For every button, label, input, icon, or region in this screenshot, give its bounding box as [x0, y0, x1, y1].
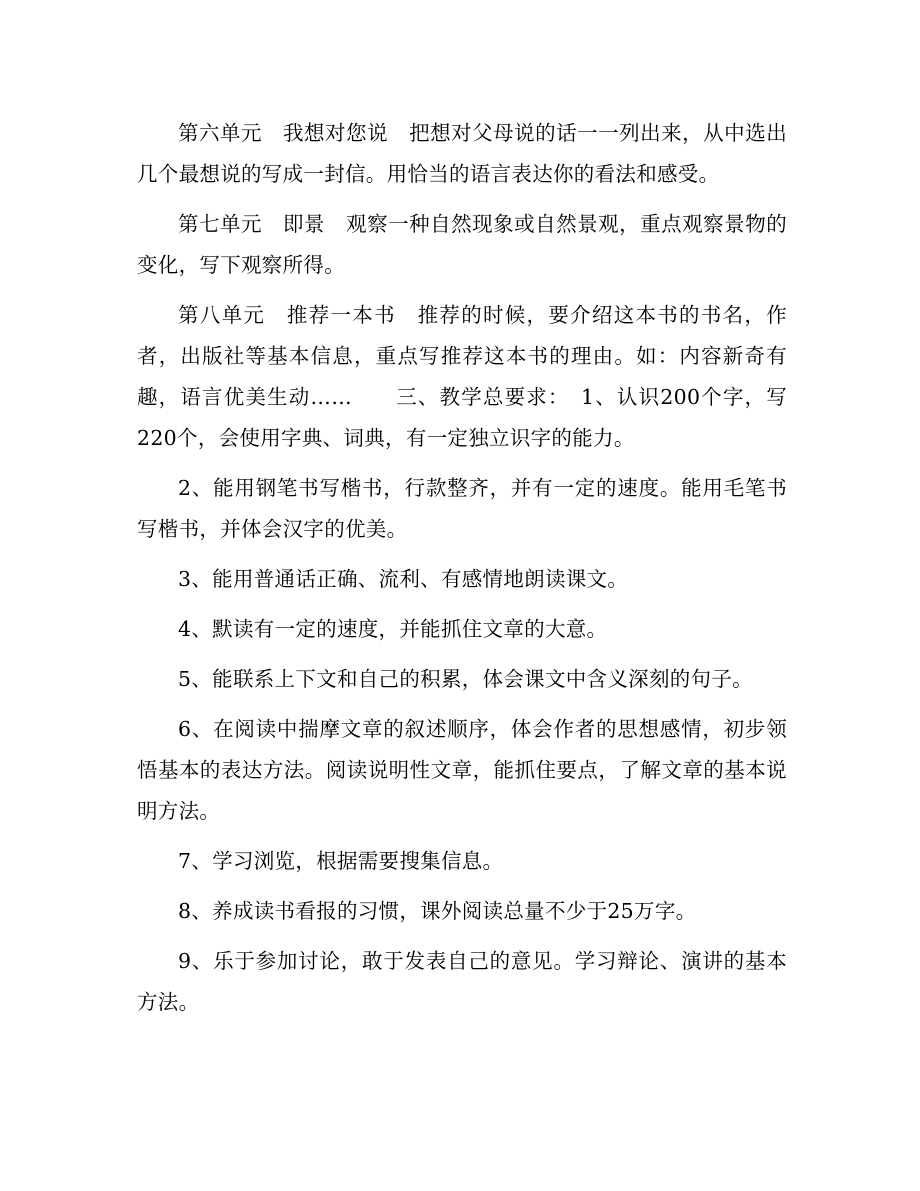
paragraph-item-7: 7、学习浏览，根据需要搜集信息。 — [178, 849, 504, 873]
document-body — [137, 113, 787, 1032]
paragraph-item-5: 5、能联系上下文和自己的积累，体会课文中含义深刻的句子。 — [178, 667, 753, 691]
paragraph-item-4: 4、默读有一定的速度，并能抓住文章的大意。 — [178, 617, 608, 641]
paragraph-item-6: 6、在阅读中揣摩文章的叙述顺序，体会作者的思想感情，初步领悟基本的表达方法。阅读说明性文章，能抓住要点，了解文章的基本说明方法。 — [137, 717, 787, 823]
paragraph-unit-7: 第七单元 即景 观察一种自然现象或自然景观，重点观察景物的变化，写下观察所得。 — [137, 212, 787, 277]
paragraph-unit-6: 第六单元 我想对您说 把想对父母说的话一一列出来，从中选出几个最想说的写成一封信。用恰当的语言表达你的看法和感受。 — [137, 121, 787, 186]
paragraph-item-3: 3、能用普通话正确、流利、有感情地朗读课文。 — [178, 567, 629, 591]
paragraph-item-8: 8、养成读书看报的习惯，课外阅读总量不少于25万字。 — [178, 899, 697, 923]
paragraph-unit-8-and-requirements: 第八单元 推荐一本书 推荐的时候，要介绍这本书的书名，作者，出版社等基本信息，重点写推荐这本书的理由。如：内容新奇有趣，语言优美生动…… 三、教学总要求： 1、认识200个字，写220个，会使用字典、词典，有一定独立识字的能力。 — [137, 303, 787, 450]
paragraph-item-2: 2、能用钢笔书写楷书，行款整齐，并有一定的速度。能用毛笔书写楷书，并体会汉字的优美。 — [137, 476, 787, 541]
paragraph-item-9: 9、乐于参加讨论，敢于发表自己的意见。学习辩论、演讲的基本方法。 — [137, 949, 787, 1014]
